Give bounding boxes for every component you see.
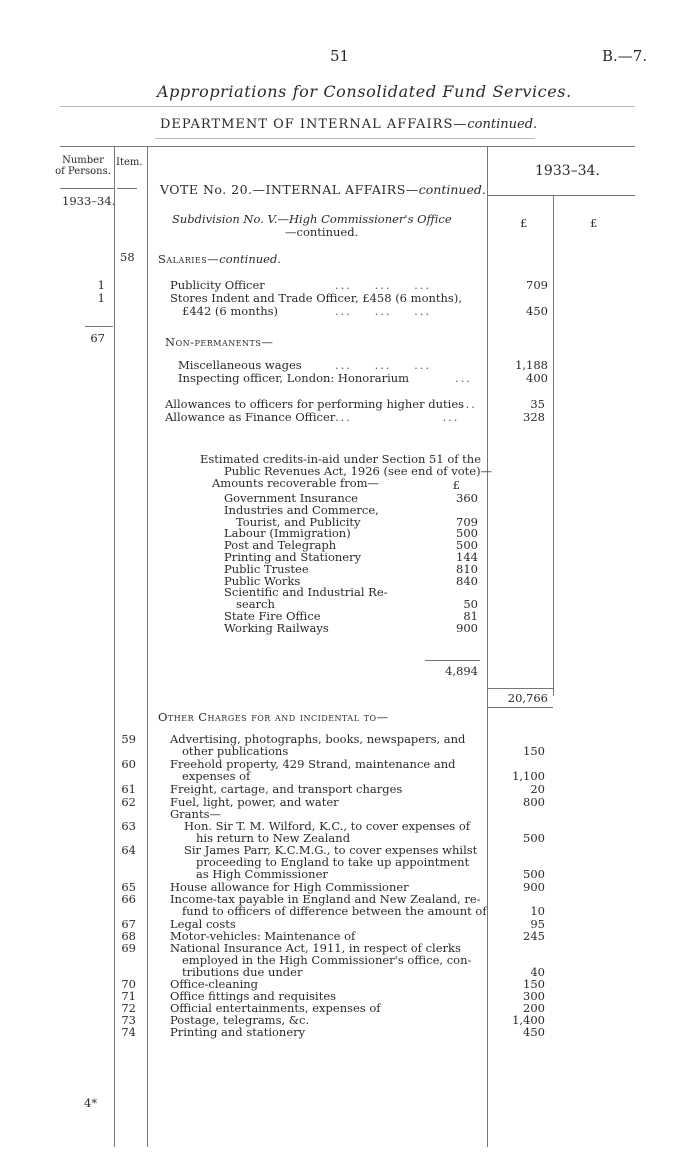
salaries-heading-continued: continued.	[219, 252, 281, 266]
other-charge-amount: 20	[530, 782, 545, 797]
other-charge-amount: 1,100	[512, 769, 545, 784]
rule-persons-item	[114, 147, 115, 1147]
other-charge-label: Income-tax payable in England and New Zealand, re-	[170, 892, 481, 907]
other-item-number: 66	[121, 892, 136, 907]
vote-title-text: VOTE No. 20.—INTERNAL AFFAIRS—	[160, 182, 419, 197]
other-charge-label: Printing and stationery	[170, 1025, 306, 1040]
other-item-number: 65	[121, 880, 136, 895]
other-item-number: 67	[121, 916, 136, 931]
persons-column-header	[52, 155, 114, 177]
persons-header-rule	[60, 188, 114, 189]
nonperm-amount-2: 400	[526, 371, 548, 385]
credits-line1: Estimated credits-in-aid under Section 51 of the	[200, 452, 482, 466]
other-charge-label-cont: expenses of	[182, 769, 251, 784]
other-charge-amount: 450	[523, 1025, 545, 1040]
other-charge-amount: 500	[523, 867, 545, 882]
other-charge-label-cont: employed in the High Commissioner's office, con-	[182, 952, 472, 967]
credit-source-label: Labour (Immigration)	[224, 526, 351, 541]
pound-sign-1: £	[520, 216, 528, 230]
other-charge-amount: 800	[523, 794, 545, 809]
credits-total: 4,894	[445, 664, 478, 678]
other-charge-label: Freehold property, 429 Strand, maintenance and	[170, 757, 456, 772]
nonperm-label-2: Inspecting officer, London: Honorarium	[178, 371, 410, 385]
credit-source-amount: 709	[456, 514, 478, 529]
credit-source-label: Public Trustee	[224, 561, 309, 576]
other-charge-amount: 40	[530, 964, 545, 979]
persons-year-label: 1933–34.	[62, 194, 116, 208]
other-charge-label: Grants—	[170, 806, 221, 821]
subdivision-line2: —continued.	[285, 225, 359, 239]
other-charge-amount: 10	[530, 904, 545, 919]
salary-leader-2: ... ... ...	[335, 304, 432, 318]
credit-source-amount: 500	[456, 526, 478, 541]
credit-source-label: Post and Telegraph	[224, 538, 337, 553]
other-charge-label-cont: fund to officers of difference between the amount of	[182, 904, 487, 919]
item-column-header: Item.	[116, 157, 143, 168]
other-charges-heading: Other Charges for and incidental to—	[158, 710, 389, 724]
subdivision-line1: Subdivision No. V.—High Commissioner's Office	[172, 212, 452, 226]
credit-source-amount: 900	[456, 620, 478, 635]
other-charge-amount: 500	[523, 830, 545, 845]
other-item-number: 69	[121, 940, 136, 955]
title-rule	[60, 106, 635, 107]
year-header-rule	[487, 195, 635, 196]
credits-pound-sign: £	[452, 478, 460, 492]
other-item-number: 64	[121, 842, 136, 857]
other-item-number: 70	[121, 977, 136, 991]
other-charge-label-cont: other publications	[182, 744, 289, 759]
salary-amount-1: 709	[526, 278, 548, 292]
signature-mark: 4*	[84, 1096, 98, 1110]
vote-title	[160, 182, 486, 197]
page-number: 51	[330, 47, 350, 65]
other-item-number: 61	[121, 782, 136, 797]
other-charge-amount: 1,400	[512, 1013, 545, 1028]
credit-source-label: State Fire Office	[224, 609, 321, 623]
other-item-number: 62	[121, 794, 136, 809]
other-charge-label: Office fittings and requisites	[170, 989, 337, 1004]
credit-source-amount: 840	[456, 573, 478, 588]
allowance-amount-1: 35	[530, 397, 545, 411]
department-rule	[155, 138, 535, 139]
credit-source-label: Printing and Stationery	[224, 550, 362, 564]
nonperm-amount-1: 1,188	[515, 358, 548, 372]
salary-label-2: Stores Indent and Trade Officer, £458 (6 months),	[170, 291, 462, 305]
salaries-heading-text: Salaries—	[158, 252, 220, 266]
department-continued: continued.	[467, 117, 538, 132]
other-charge-label-cont: as High Commissioner	[196, 867, 328, 882]
credit-source-label: Industries and Commerce,	[224, 502, 379, 517]
credit-source-label-cont: search	[236, 597, 275, 612]
salaries-total-rule	[487, 688, 553, 689]
persons-subtotal-rule	[85, 326, 113, 327]
credit-source-label-cont: Tourist, and Publicity	[236, 514, 361, 529]
credits-total-rule	[425, 660, 480, 661]
credit-source-amount: 50	[463, 597, 478, 612]
other-charge-amount: 245	[523, 928, 545, 943]
salaries-total-underline	[487, 707, 553, 708]
salary-label-1: Publicity Officer	[170, 278, 265, 292]
rule-amount-total	[553, 196, 554, 696]
other-charge-label: Sir James Parr, K.C.M.G., to cover expenses whilst	[184, 842, 478, 857]
other-charge-amount: 150	[523, 744, 545, 759]
credit-source-label: Scientific and Industrial Re-	[224, 585, 388, 600]
salaries-total: 20,766	[507, 691, 548, 705]
credit-source-amount: 144	[456, 550, 478, 564]
other-charge-label: Fuel, light, power, and water	[170, 794, 339, 809]
other-charge-label: Hon. Sir T. M. Wilford, K.C., to cover expenses of	[184, 818, 471, 833]
other-charge-amount: 95	[530, 916, 545, 931]
persons-header-line2: of Persons.	[55, 166, 111, 177]
other-item-number: 63	[121, 818, 136, 833]
other-charge-label-cont: proceeding to England to take up appointment	[196, 855, 470, 869]
nonperm-leader-1: ... ... ...	[335, 358, 432, 372]
document-reference: B.—7.	[602, 47, 648, 65]
other-charge-label: Freight, cartage, and transport charges	[170, 782, 403, 797]
department-heading	[160, 117, 537, 132]
salary-persons-1: 1	[97, 278, 105, 292]
other-item-number: 68	[121, 928, 136, 943]
credit-source-label: Government Insurance	[224, 491, 358, 505]
other-charge-label-cont: tributions due under	[182, 964, 303, 979]
other-charge-amount: 200	[523, 1001, 545, 1016]
allowance-leader-2: ... ...	[335, 410, 460, 424]
credit-source-amount: 360	[456, 491, 478, 505]
item-header-rule	[117, 188, 137, 189]
vote-title-continued: continued.	[418, 182, 486, 197]
persons-header-line1: Number	[62, 155, 104, 166]
salary-amount-2: 450	[526, 304, 548, 318]
other-charge-label: Postage, telegrams, &c.	[170, 1013, 310, 1028]
other-charge-label: Motor-vehicles: Maintenance of	[170, 928, 356, 943]
department-name: DEPARTMENT OF INTERNAL AFFAIRS—	[160, 117, 468, 132]
credit-source-label: Public Works	[224, 573, 301, 588]
credit-source-amount: 810	[456, 561, 478, 576]
other-item-number: 73	[121, 1013, 136, 1028]
other-item-number: 72	[121, 1001, 136, 1016]
other-item-number: 60	[121, 757, 136, 772]
other-charge-label: Advertising, photographs, books, newspapers, and	[170, 732, 466, 746]
other-item-number: 74	[121, 1025, 136, 1040]
credit-source-amount: 500	[456, 538, 478, 553]
year-column-header: 1933–34.	[535, 163, 600, 179]
nonperm-heading: Non-permanents—	[165, 335, 274, 349]
allowance-amount-2: 328	[523, 410, 545, 424]
allowance-label-2: Allowance as Finance Officer	[165, 410, 336, 424]
allowance-leader-1: ...	[460, 397, 477, 411]
credit-source-label: Working Railways	[224, 620, 329, 635]
other-charge-label: House allowance for High Commissioner	[170, 880, 409, 895]
rule-text-amount	[487, 147, 488, 1147]
nonperm-label-1: Miscellaneous wages	[178, 358, 302, 372]
credits-line2: Public Revenues Act, 1926 (see end of vote)—	[224, 464, 493, 478]
other-charge-label: Legal costs	[170, 916, 236, 931]
credit-source-amount: 81	[463, 609, 478, 623]
page-title: Appropriations for Consolidated Fund Services.	[157, 82, 572, 101]
other-charge-amount: 150	[523, 977, 545, 991]
allowance-label-1: Allowances to officers for performing higher duties	[165, 397, 465, 411]
other-charge-amount: 300	[523, 989, 545, 1004]
pound-sign-2: £	[590, 216, 598, 230]
other-charge-amount: 900	[523, 880, 545, 895]
other-charge-label: National Insurance Act, 1911, in respect of clerks	[170, 940, 461, 955]
persons-total: 67	[90, 331, 105, 345]
other-item-number: 71	[121, 989, 136, 1004]
salary-label-2b: £442 (6 months)	[182, 304, 279, 318]
salary-leader-1: ... ... ...	[335, 278, 432, 292]
credits-line3: Amounts recoverable from—	[212, 476, 380, 490]
other-charge-label-cont: his return to New Zealand	[196, 830, 351, 845]
nonperm-leader-2: ...	[455, 371, 472, 385]
rule-item-text	[147, 147, 148, 1147]
other-item-number: 59	[121, 732, 136, 746]
salaries-item-number: 58	[120, 250, 135, 264]
other-charge-label: Official entertainments, expenses of	[170, 1001, 381, 1016]
other-charge-label: Office-cleaning	[170, 977, 259, 991]
salary-persons-2: 1	[97, 291, 105, 305]
salaries-heading	[158, 253, 281, 265]
